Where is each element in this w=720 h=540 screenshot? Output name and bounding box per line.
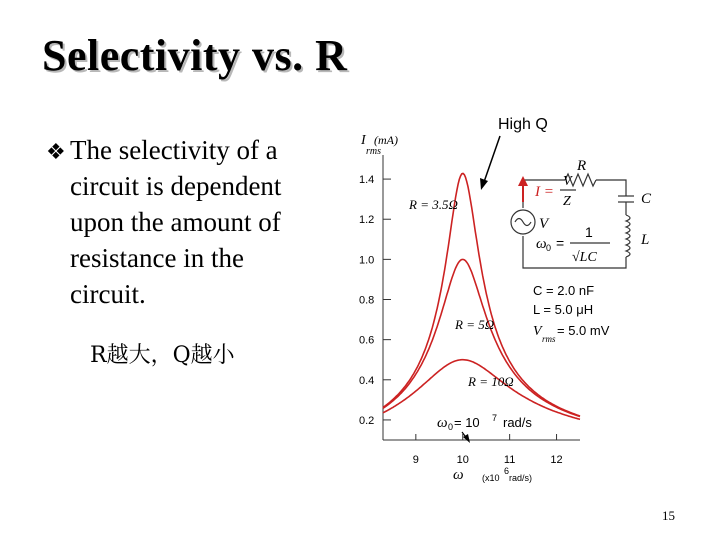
circuit-wire-right-top bbox=[596, 180, 626, 196]
bullet-line-5: circuit. bbox=[70, 279, 146, 309]
x-tick-label: 12 bbox=[550, 454, 563, 466]
resonance-sub: 0 bbox=[448, 422, 454, 432]
slide-title: Selectivity vs. R bbox=[42, 31, 348, 80]
sub-note: R越大，Q越小 bbox=[90, 343, 235, 368]
y-tick-label: 0.6 bbox=[359, 334, 375, 347]
x-tick-label: 9 bbox=[412, 454, 419, 466]
y-tick-label: 0.8 bbox=[359, 294, 375, 307]
circuit-label-r: R bbox=[577, 158, 587, 174]
circuit-label-i-eq: I = bbox=[535, 184, 554, 200]
y-axis-unit: (mA) bbox=[374, 133, 398, 147]
resonance-exp: 7 bbox=[492, 413, 498, 423]
param-v: V bbox=[533, 324, 542, 339]
bullet-line-4: resistance in the bbox=[70, 243, 244, 273]
circuit-label-i-num: V bbox=[563, 174, 572, 189]
circuit-label-w0-den: √LC bbox=[572, 250, 597, 265]
y-axis-sub: rms bbox=[366, 146, 382, 157]
y-tick-label: 1.0 bbox=[359, 254, 375, 267]
resonance-eq: = 10 bbox=[454, 415, 480, 430]
circuit-label-v: V bbox=[539, 216, 549, 232]
y-tick-label: 0.4 bbox=[359, 374, 375, 387]
bullet-line-2: circuit is dependent bbox=[70, 171, 282, 201]
page-number: 15 bbox=[662, 508, 675, 523]
high-q-arrow bbox=[484, 136, 500, 182]
x-axis-symbol: ω bbox=[453, 467, 464, 483]
y-tick-label: 1.4 bbox=[359, 174, 375, 187]
bullet-line-1: The selectivity of a bbox=[70, 135, 278, 165]
y-axis-symbol: I bbox=[361, 133, 366, 148]
circuit-label-w0-num: 1 bbox=[585, 224, 593, 240]
param-v-val: = 5.0 mV bbox=[557, 323, 610, 338]
bullet-diamond-icon: ❖ bbox=[46, 139, 66, 164]
x-tick-label: 11 bbox=[503, 454, 516, 466]
x-axis-tail: rad/s) bbox=[509, 473, 533, 483]
circuit-label-l: L bbox=[641, 232, 650, 248]
circuit-label-w0-eq: = bbox=[556, 235, 565, 251]
high-q-label: High Q bbox=[498, 116, 548, 133]
param-v-sub: rms bbox=[542, 334, 556, 344]
high-q-arrowhead bbox=[480, 178, 488, 190]
resonance-curve-series-2 bbox=[383, 360, 580, 420]
circuit-label-w0-sub: 0 bbox=[546, 243, 552, 253]
y-tick-label: 1.2 bbox=[359, 214, 375, 227]
current-arrowhead bbox=[518, 176, 528, 186]
resonance-unit: rad/s bbox=[503, 415, 532, 430]
series-label-r35: R = 3.5Ω bbox=[409, 197, 458, 212]
circuit-label-c: C bbox=[641, 191, 652, 207]
inductor-coil bbox=[626, 215, 630, 257]
x-axis-unit: (x10 bbox=[482, 473, 500, 483]
x-axis-exp: 6 bbox=[504, 466, 510, 476]
param-c: C = 2.0 nF bbox=[533, 283, 595, 298]
series-label-r10: R = 10Ω bbox=[468, 374, 514, 389]
x-tick-label: 10 bbox=[456, 454, 469, 466]
y-tick-label: 0.2 bbox=[359, 414, 375, 427]
series-label-r5: R = 5Ω bbox=[455, 317, 495, 332]
param-l: L = 5.0 μH bbox=[533, 302, 594, 317]
ac-source-wave bbox=[515, 219, 531, 226]
bullet-line-3: upon the amount of bbox=[70, 207, 281, 237]
circuit-label-i-den: Z bbox=[563, 194, 571, 209]
circuit-label-w0: ω bbox=[536, 236, 547, 252]
resonance-symbol: ω bbox=[437, 415, 448, 431]
